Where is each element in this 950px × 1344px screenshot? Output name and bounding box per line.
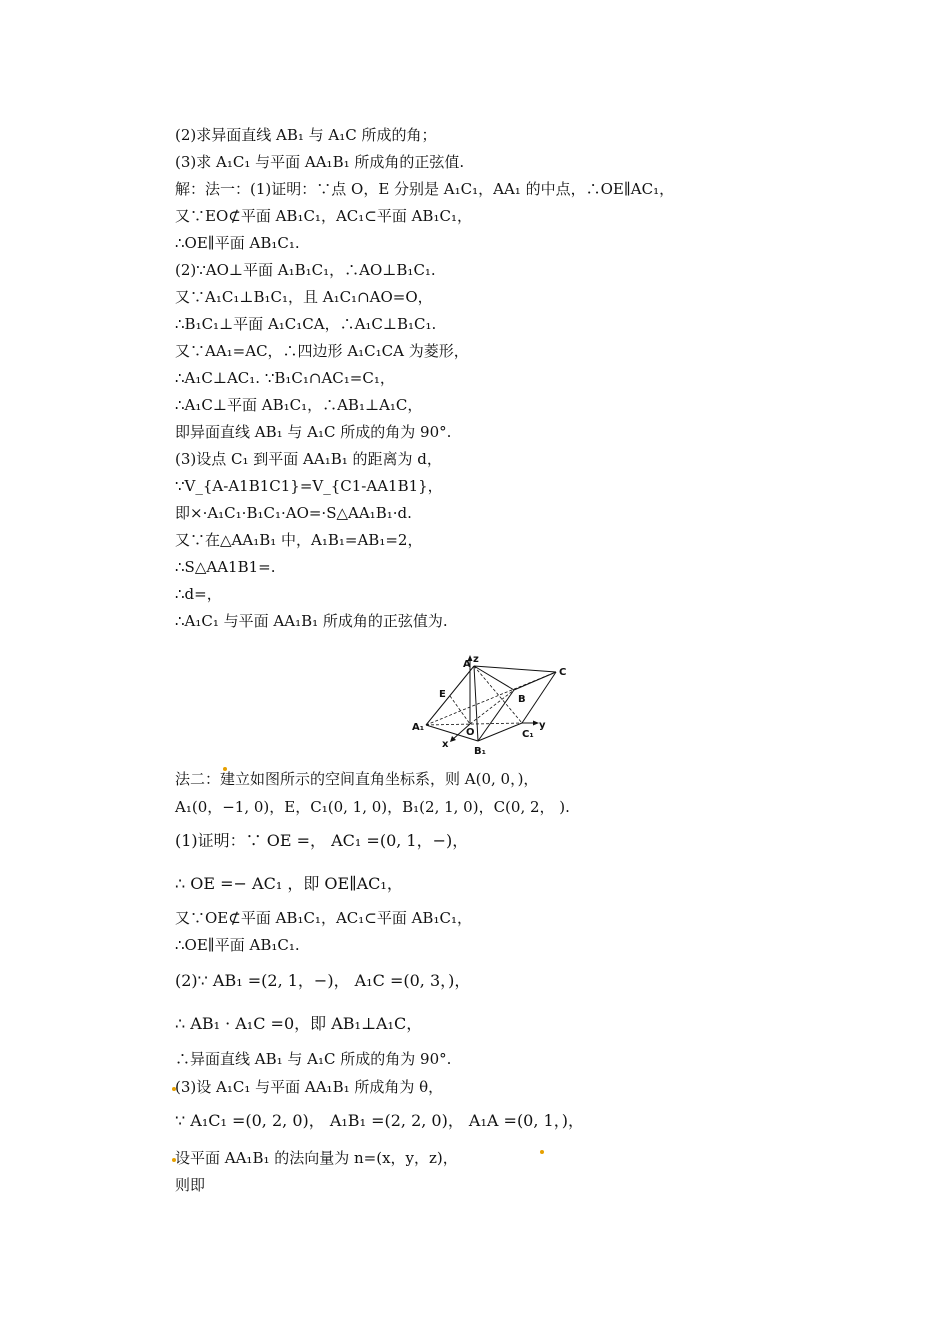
- prism-figure: [408, 652, 584, 756]
- text-line: 又∵EO⊄平面 AB₁C₁，AC₁⊂平面 AB₁C₁，: [175, 207, 472, 225]
- text-line: 即异面直线 AB₁ 与 A₁C 所成的角为 90°.: [175, 423, 452, 441]
- prism-diagram: [408, 652, 584, 756]
- text-line: (2)∵AO⊥平面 A₁B₁C₁，∴AO⊥B₁C₁.: [175, 261, 436, 279]
- text-line: 即×·A₁C₁·B₁C₁·AO=·S△AA₁B₁·d.: [175, 504, 412, 522]
- text-line: ∵ A₁C₁ =(0, 2, 0)， A₁B₁ =(2, 2, 0)， A₁A =(0, 1，)，: [175, 1111, 584, 1130]
- text-line: ∵V_{A-A1B1C1}=V_{C1-AA1B1}，: [175, 477, 443, 495]
- text-line: 又∵在△AA₁B₁ 中，A₁B₁=AB₁=2，: [175, 531, 423, 549]
- text-line: A₁(0，−1, 0)，E，C₁(0, 1, 0)，B₁(2, 1, 0)，C(0, 2， ).: [175, 798, 570, 816]
- text-line: ∴A₁C⊥平面 AB₁C₁，∴AB₁⊥A₁C，: [175, 396, 423, 414]
- label-B: B: [518, 694, 526, 705]
- text-line: ∴d=，: [175, 585, 222, 603]
- text-line: (3)求 A₁C₁ 与平面 AA₁B₁ 所成角的正弦值.: [175, 153, 465, 171]
- label-z: z: [473, 654, 479, 665]
- text-line: 又∵AA₁=AC，∴四边形 A₁C₁CA 为菱形，: [175, 342, 469, 360]
- text-line: ∴ AB₁ · A₁C =0，即 AB₁⊥A₁C，: [175, 1014, 423, 1033]
- text-line: ∴ OE =− AC₁ ，即 OE∥AC₁，: [175, 874, 403, 893]
- label-O: O: [466, 727, 475, 738]
- label-A: A: [463, 659, 471, 670]
- text-line: ∴A₁C₁ 与平面 AA₁B₁ 所成角的正弦值为.: [175, 612, 448, 630]
- edge-A1C1: [426, 723, 522, 725]
- edge-AA1: [426, 666, 474, 725]
- edge-AB: [474, 666, 514, 690]
- label-x: x: [442, 739, 449, 750]
- label-E: E: [439, 689, 446, 700]
- text-line: 解：法一：(1)证明：∵点 O，E 分别是 A₁C₁，AA₁ 的中点，∴OE∥AC₁，: [175, 180, 675, 198]
- label-y: y: [539, 720, 546, 731]
- text-line: ∴OE∥平面 AB₁C₁.: [175, 936, 300, 954]
- text-line: ∴A₁C⊥AC₁. ∵B₁C₁∩AC₁=C₁，: [175, 369, 395, 387]
- edge-AC1: [474, 666, 522, 723]
- text-line: (3)设 A₁C₁ 与平面 AA₁B₁ 所成角为 θ，: [175, 1078, 444, 1096]
- text-line: 则即: [175, 1176, 206, 1194]
- edge-AB1: [474, 666, 478, 741]
- text-line: ∴B₁C₁⊥平面 A₁C₁CA，∴A₁C⊥B₁C₁.: [175, 315, 437, 333]
- edge-AC: [474, 666, 556, 672]
- text-line: ∴异面直线 AB₁ 与 A₁C 所成的角为 90°.: [175, 1050, 452, 1068]
- text-line: 又∵A₁C₁⊥B₁C₁，且 A₁C₁∩AO=O，: [175, 288, 433, 306]
- text-line: 又∵OE⊄平面 AB₁C₁，AC₁⊂平面 AB₁C₁，: [175, 909, 472, 927]
- label-C: C: [559, 667, 567, 678]
- text-line: 法二：建立如图所示的空间直角坐标系，则 A(0, 0，)，: [175, 770, 539, 788]
- label-B1: B₁: [474, 746, 487, 756]
- text-line: ∴S△AA1B1=.: [175, 558, 276, 576]
- text-line: (2)求异面直线 AB₁ 与 A₁C 所成的角；: [175, 126, 437, 144]
- label-C1: C₁: [522, 729, 534, 740]
- label-A1: A₁: [412, 722, 425, 733]
- text-line: 设平面 AA₁B₁ 的法向量为 n=(x，y，z)，: [175, 1149, 458, 1167]
- text-line: ∴OE∥平面 AB₁C₁.: [175, 234, 300, 252]
- text-line: (1)证明：∵ OE =， AC₁ =(0, 1，−)，: [175, 831, 469, 850]
- segment-EO: [450, 696, 470, 724]
- text-line: (3)设点 C₁ 到平面 AA₁B₁ 的距离为 d，: [175, 450, 442, 468]
- text-line: (2)∵ AB₁ =(2, 1，−)， A₁C =(0, 3，)，: [175, 971, 471, 990]
